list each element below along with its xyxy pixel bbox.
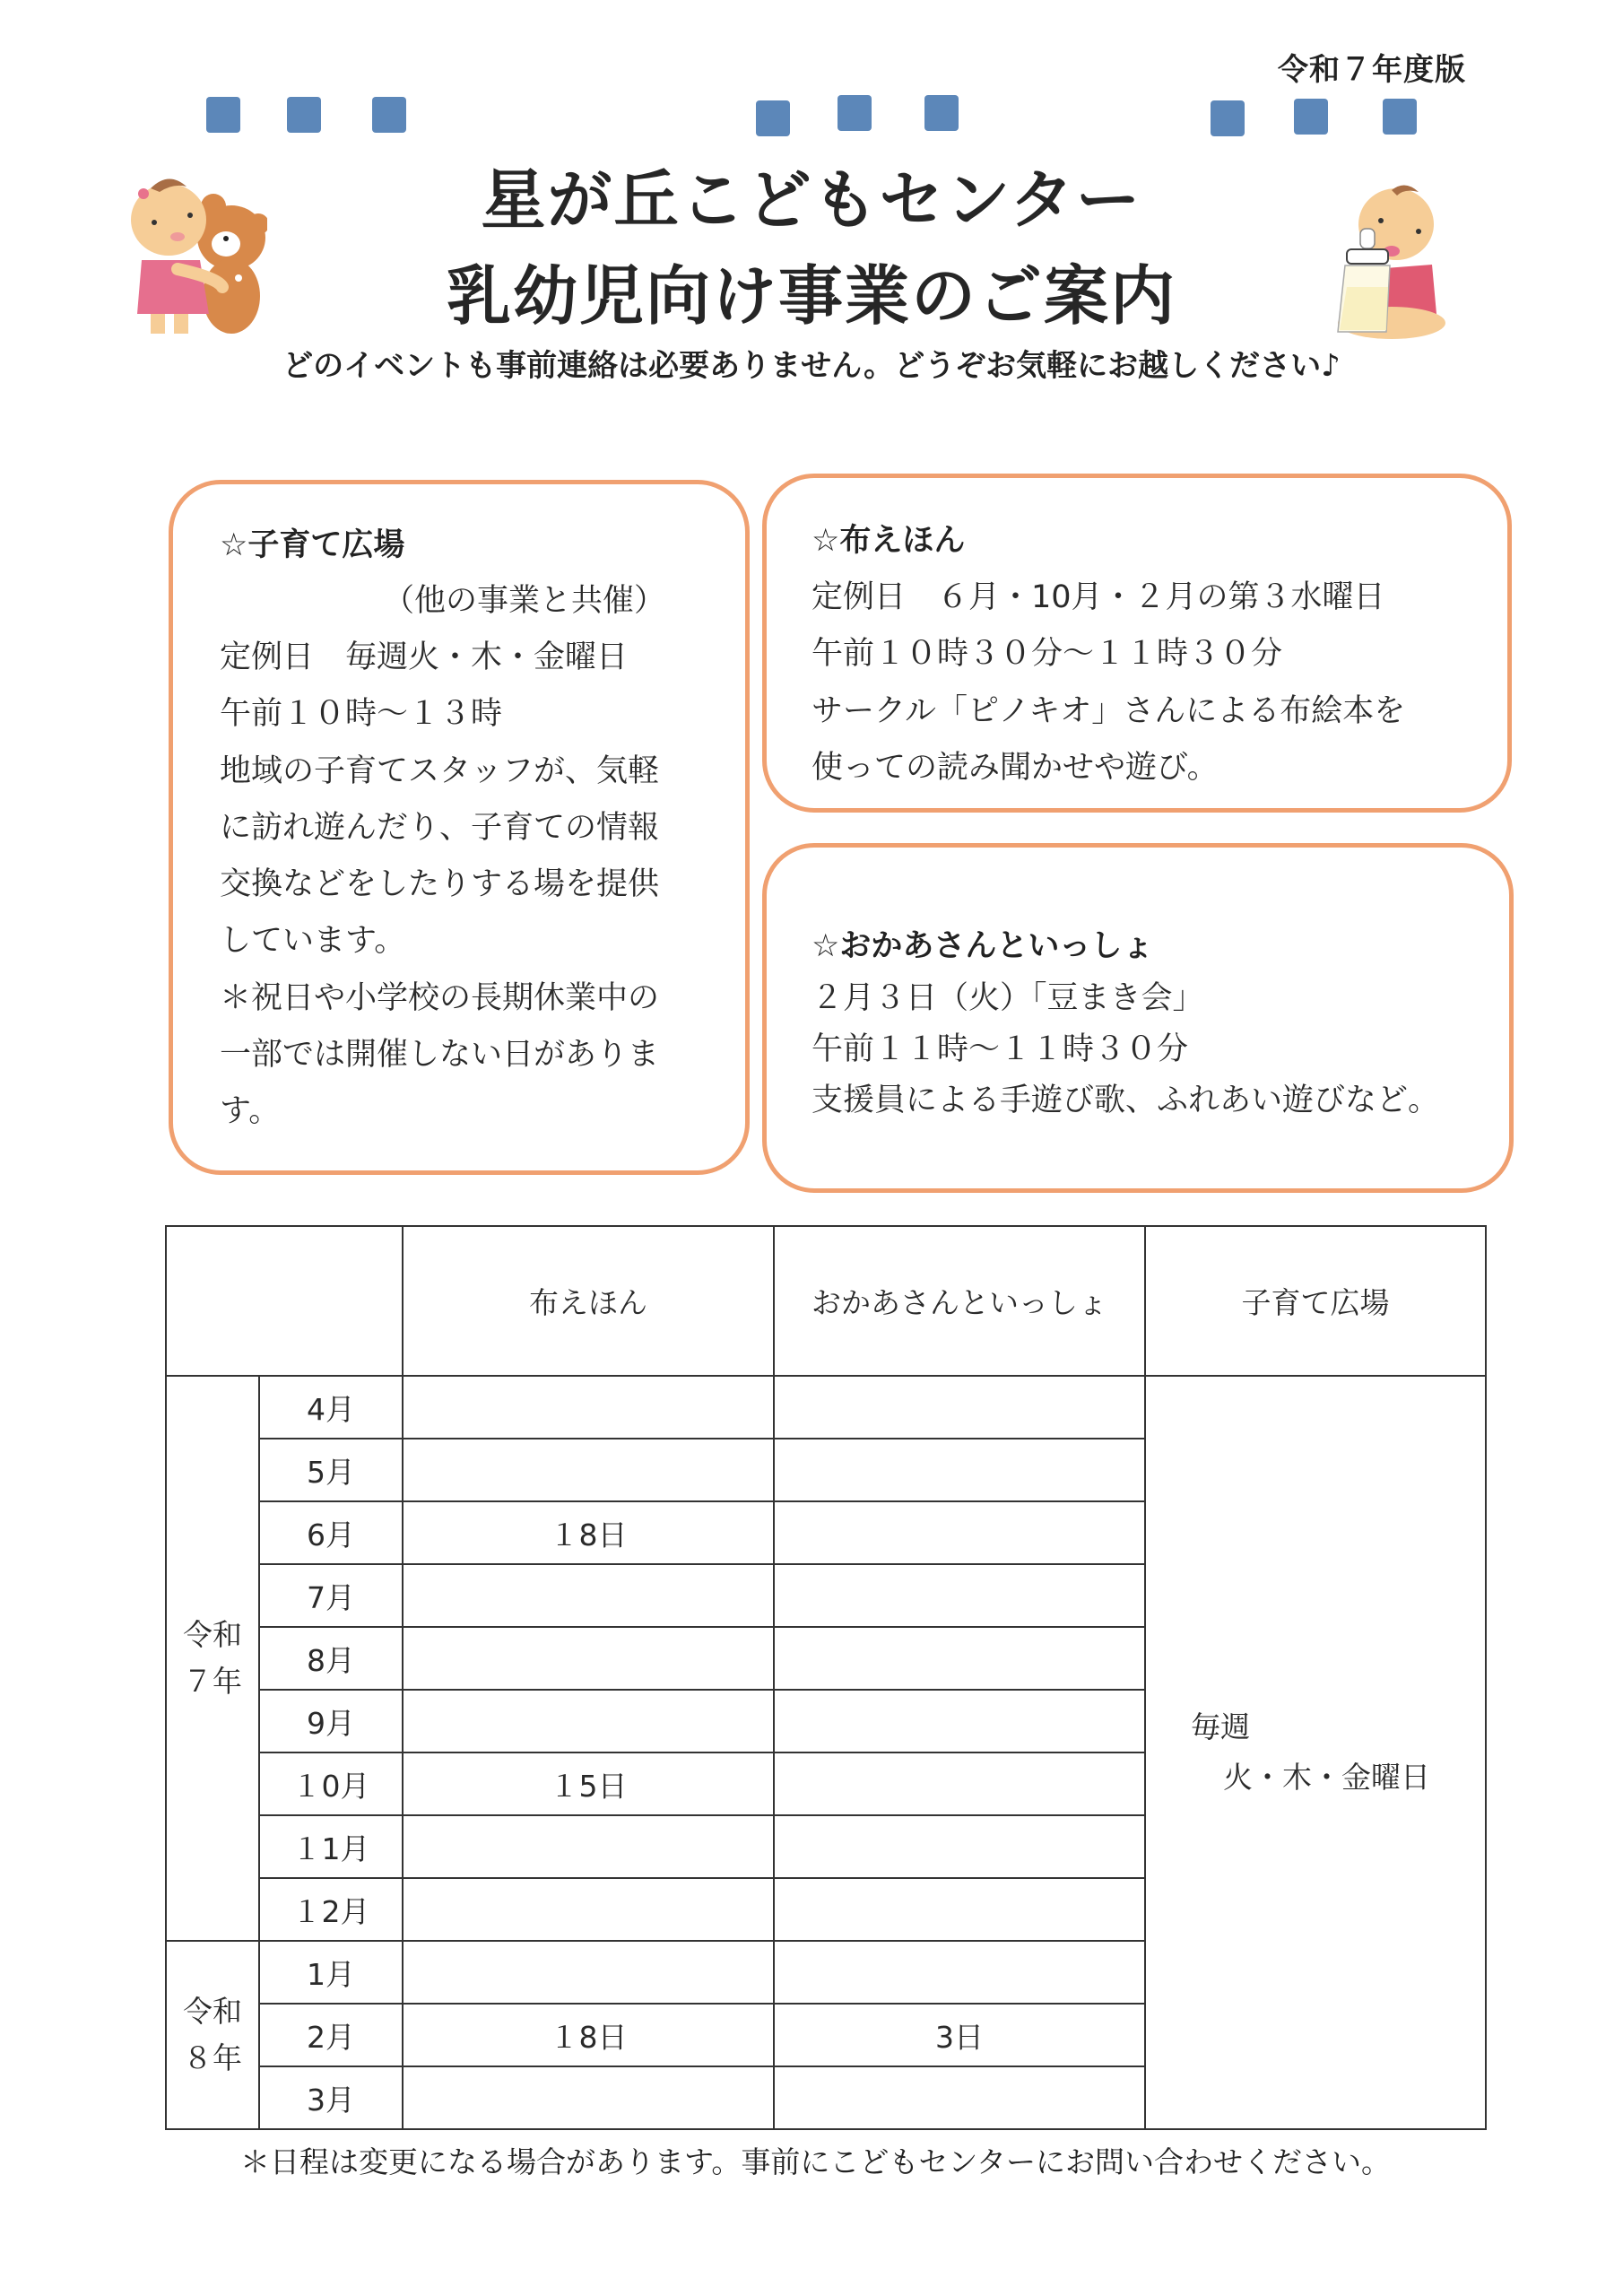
okaasan-cell (774, 1627, 1145, 1690)
nunoehon-cell (403, 1815, 774, 1878)
month-cell: 2月 (259, 2004, 403, 2066)
okaasan-cell (774, 1564, 1145, 1627)
page-title-line1: 星が丘こどもセンター (481, 162, 1142, 238)
kosodate-hiroba-box (169, 480, 750, 1175)
month-cell: 4月 (259, 1376, 403, 1439)
okaasan-line: 午前１１時～１１時３０分 (812, 1031, 1189, 1067)
kosodate-line: す。 (220, 1093, 281, 1129)
nunoehon-cell (403, 1564, 774, 1627)
decor-square (372, 97, 406, 133)
nunoehon-cell (403, 2066, 774, 2129)
okaasan-cell (774, 1815, 1145, 1878)
nunoehon-line: サークル「ピノキオ」さんによる布絵本を (812, 693, 1406, 729)
decor-square (287, 97, 321, 133)
nunoehon-heading: ☆布えほん (812, 523, 966, 559)
kosodate-line: に訪れ遊んだり、子育ての情報 (220, 810, 660, 846)
okaasan-cell (774, 1439, 1145, 1501)
nunoehon-cell: １5日 (403, 1752, 774, 1815)
month-cell: 7月 (259, 1564, 403, 1627)
month-cell: １0月 (259, 1752, 403, 1815)
month-cell: 6月 (259, 1501, 403, 1564)
schedule-footnote: ＊日程は変更になる場合があります。事前にこどもセンターにお問い合わせください。 (240, 2144, 1392, 2179)
kosodate-weekdays: 火・木・金曜日 (1223, 1760, 1430, 1795)
header-kosodate: 子育て広場 (1145, 1226, 1486, 1376)
kosodate-heading: ☆子育て広場 (220, 527, 405, 563)
kosodate-line: しています。 (220, 923, 406, 959)
edition-label: 令和７年度版 (1278, 52, 1466, 88)
decor-square (756, 100, 790, 136)
nunoehon-cell: １8日 (403, 1501, 774, 1564)
kosodate-line: 地域の子育てスタッフが、気軽 (220, 753, 660, 789)
okaasan-cell (774, 1376, 1145, 1439)
era-label: 令和 (183, 1994, 242, 2029)
month-cell: 5月 (259, 1439, 403, 1501)
nunoehon-box (762, 474, 1512, 813)
okaasan-line: 支援員による手遊び歌、ふれあい遊びなど。 (812, 1083, 1440, 1118)
nunoehon-cell: １8日 (403, 2004, 774, 2066)
nunoehon-cell (403, 1690, 774, 1752)
okaasan-cell (774, 2066, 1145, 2129)
month-cell: １2月 (259, 1878, 403, 1941)
decor-square (206, 97, 240, 133)
decor-square (1383, 99, 1417, 135)
nunoehon-line: 午前１０時３０分～１１時３０分 (812, 636, 1283, 672)
decor-square (1211, 100, 1245, 136)
okaasan-to-issho-box (762, 843, 1514, 1193)
kosodate-line: （他の事業と共催） (383, 583, 666, 619)
era-year: ８年 (183, 2040, 242, 2075)
okaasan-cell (774, 1501, 1145, 1564)
header-nunoehon: 布えほん (403, 1226, 774, 1376)
nunoehon-line: 定例日 ６月・10月・２月の第３水曜日 (812, 579, 1385, 615)
kosodate-schedule-cell (1145, 1376, 1486, 2129)
table-header-row (166, 1226, 1486, 1376)
kosodate-line: 一部では開催しない日がありま (220, 1037, 660, 1073)
okaasan-cell (774, 1752, 1145, 1815)
nunoehon-cell (403, 1439, 774, 1501)
page-title-line2: 乳幼児向け事業のご案内 (446, 258, 1176, 334)
era-year: ７年 (183, 1664, 242, 1699)
okaasan-heading: ☆おかあさんといっしょ (812, 928, 1154, 964)
decor-square (838, 95, 872, 131)
okaasan-line: ２月３日（火）「豆まき会」 (812, 980, 1204, 1016)
table-row (166, 1376, 1486, 1439)
month-cell: 3月 (259, 2066, 403, 2129)
header-okaasan: おかあさんといっしょ (774, 1226, 1145, 1376)
kosodate-line: 定例日 毎週火・木・金曜日 (220, 639, 629, 675)
era-cell-reiwa7 (166, 1376, 259, 1941)
nunoehon-cell (403, 1878, 774, 1941)
kosodate-line: 午前１０時～１３時 (220, 696, 503, 732)
month-cell: 1月 (259, 1941, 403, 2004)
okaasan-cell (774, 1878, 1145, 1941)
month-cell: 8月 (259, 1627, 403, 1690)
kosodate-line: ＊祝日や小学校の長期休業中の (220, 980, 660, 1016)
okaasan-cell: 3日 (774, 2004, 1145, 2066)
okaasan-cell (774, 1690, 1145, 1752)
schedule-table (165, 1225, 1487, 2130)
decor-square (1294, 99, 1328, 135)
month-cell: 9月 (259, 1690, 403, 1752)
kosodate-line: 交換などをしたりする場を提供 (220, 866, 660, 902)
decor-square (924, 95, 959, 131)
okaasan-cell (774, 1941, 1145, 2004)
era-label: 令和 (183, 1617, 242, 1652)
nunoehon-cell (403, 1627, 774, 1690)
era-cell-reiwa8 (166, 1941, 259, 2129)
month-cell: １1月 (259, 1815, 403, 1878)
page-subtitle: どのイベントも事前連絡は必要ありません。どうぞお気軽にお越しください♪ (282, 348, 1341, 384)
nunoehon-cell (403, 1376, 774, 1439)
kosodate-weekly-label: 毎週 (1191, 1709, 1250, 1744)
header-corner-cell (166, 1226, 403, 1376)
nunoehon-cell (403, 1941, 774, 2004)
nunoehon-line: 使っての読み聞かせや遊び。 (812, 750, 1219, 786)
